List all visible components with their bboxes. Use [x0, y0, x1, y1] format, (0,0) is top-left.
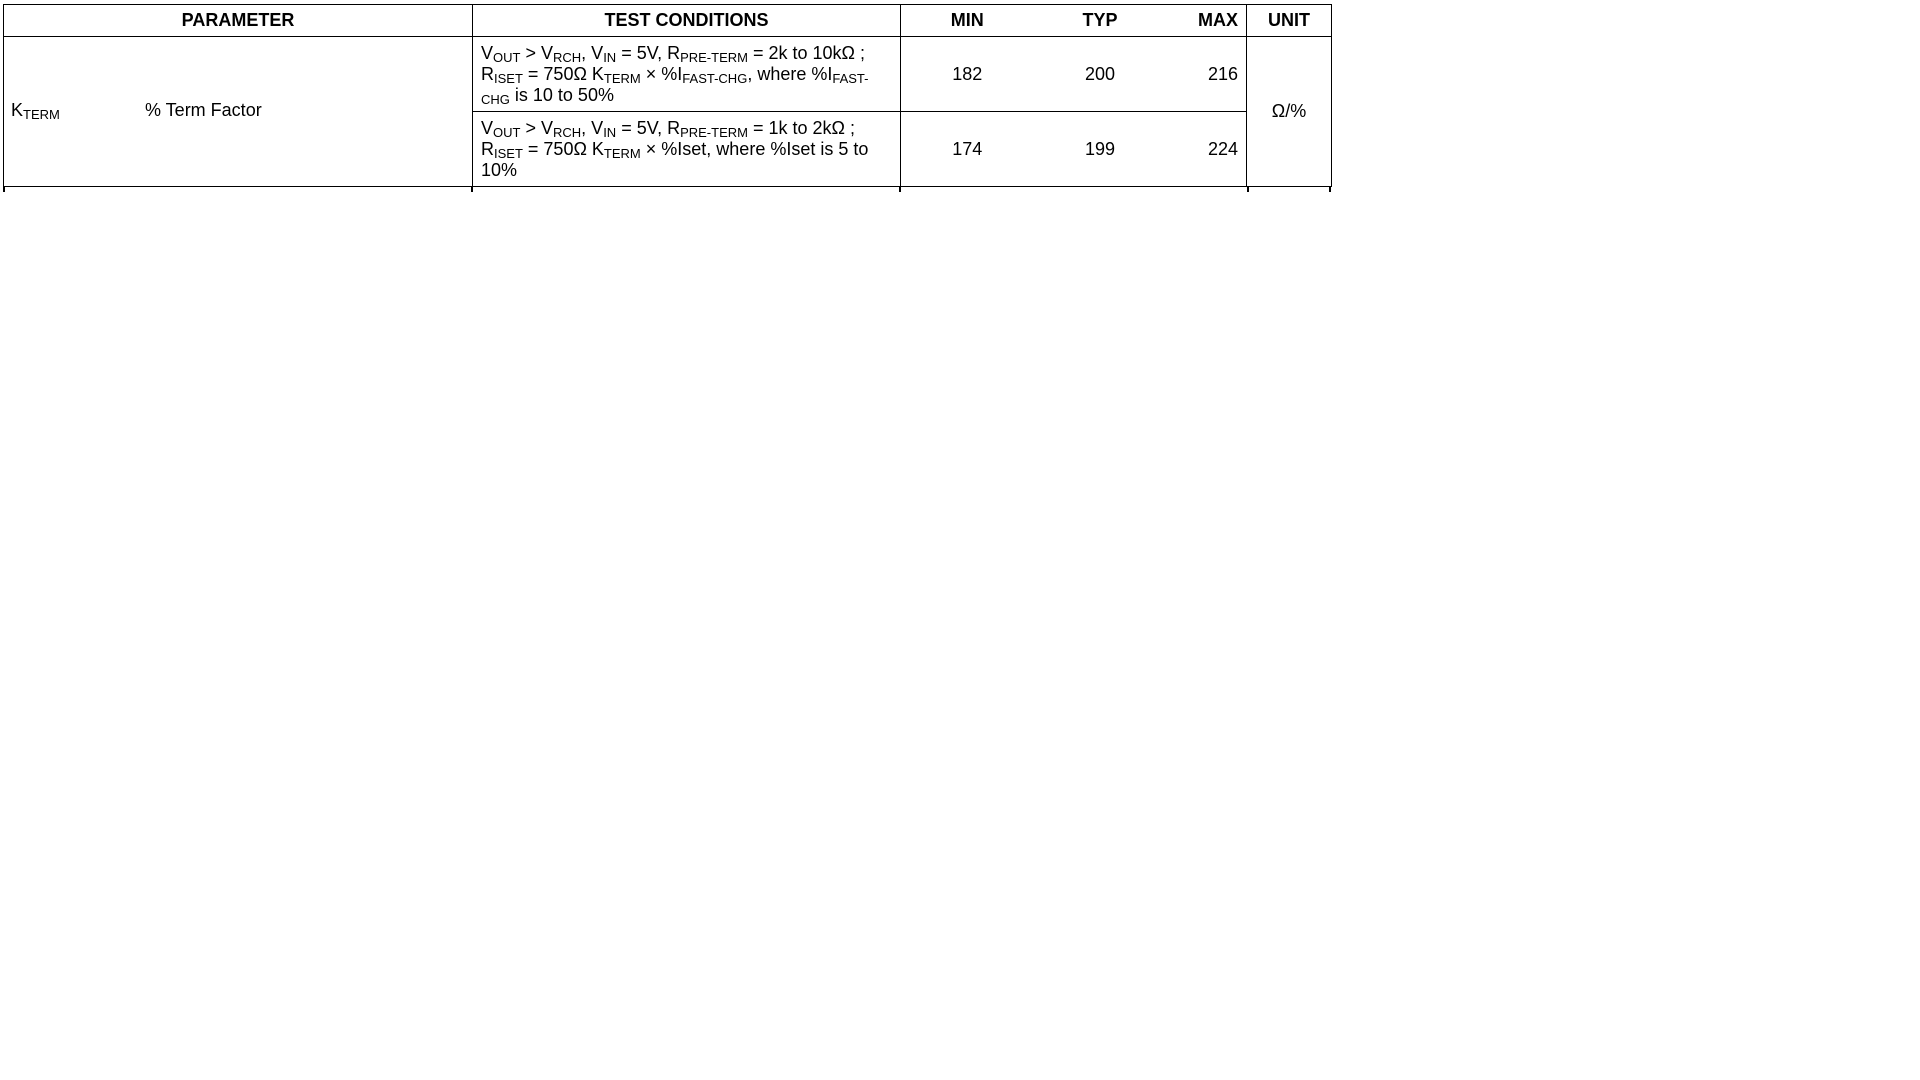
table-continuation-line [3, 186, 5, 192]
condition-line: $V_{OUT} > V_{RCH}$, $V_{IN} = 5V$, $R_{PRE-TERM} = 1k$ to 2kΩ ; [481, 117, 855, 140]
parameter-description: % Term Factor [145, 100, 262, 120]
test-condition-2 [473, 112, 901, 187]
table-continuation-line [1329, 186, 1331, 192]
max-value-1: 216 [1167, 37, 1247, 112]
condition-line: $R_{ISET} = 750\Omega$ $K_{TERM}$ × %Iset, where %Iset is 5 to [481, 138, 869, 161]
header-max: MAX [1167, 5, 1247, 37]
table-continuation-line [1247, 186, 1249, 192]
parameter-symbol: $K_{TERM}$ [11, 100, 60, 122]
table-continuation-line [471, 186, 473, 192]
table-row [4, 37, 1332, 112]
header-row [4, 5, 1332, 37]
typ-value-2: 199 [1034, 112, 1167, 187]
max-value-2: 224 [1167, 112, 1247, 187]
typ-value-1: 200 [1034, 37, 1167, 112]
header-parameter: PARAMETER [4, 5, 473, 37]
test-condition-1 [473, 37, 901, 112]
electrical-characteristics-table [3, 4, 1332, 187]
header-typ: TYP [1034, 5, 1167, 37]
table-continuation-line [899, 186, 901, 192]
header-unit: UNIT [1247, 5, 1332, 37]
min-value-1: 182 [901, 37, 1034, 112]
header-test-conditions: TEST CONDITIONS [473, 5, 901, 37]
condition-line: 10% [481, 159, 518, 180]
condition-line: $R_{ISET} = 750\Omega$ $K_{TERM} \times \%I_{FAST-CHG}$, where $\%I_{FAST-}$ [481, 63, 869, 86]
min-value-2: 174 [901, 112, 1034, 187]
unit-cell: Ω/% [1247, 37, 1332, 187]
header-min: MIN [901, 5, 1034, 37]
condition-line: $_{CHG}$ is 10 to 50% [481, 84, 614, 107]
condition-line: $V_{OUT} > V_{RCH}$, $V_{IN} = 5V$, $R_{PRE-TERM} = 2k$ to 10kΩ ; [481, 42, 865, 65]
parameter-cell [4, 37, 473, 187]
